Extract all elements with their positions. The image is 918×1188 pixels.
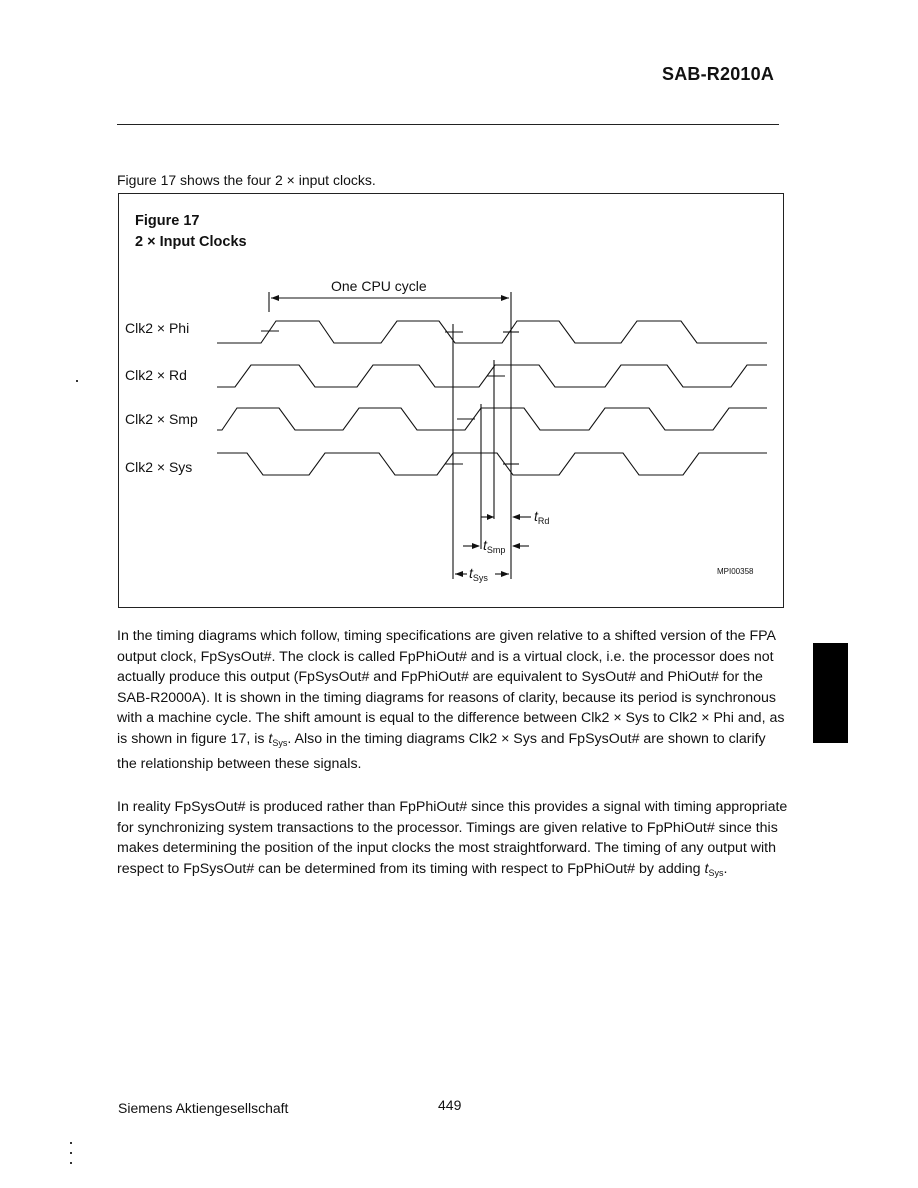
section-tab-marker bbox=[813, 643, 848, 743]
tsys-label: $t_{Sys}$ bbox=[469, 565, 488, 583]
intro-text: Figure 17 shows the four 2 × input clocks. bbox=[117, 172, 376, 188]
figure-label: Figure 17 bbox=[135, 213, 200, 229]
paragraph-2: In reality FpSysOut# is produced rather than FpPhiOut# since this provides a signal with timing appropriate for synchronizing system transactions to the processor. Timings are given relative to FpPhiOut# since this makes determining the position of the input clocks the most straightforward. The timing of any output with respect to FpSysOut# can be determined from its timing with respect to FpPhiOut# by adding $t_{Sys}$. bbox=[117, 799, 788, 878]
page-number: 449 bbox=[438, 1097, 462, 1113]
header-title: SAB-R2010A bbox=[662, 64, 775, 84]
signal-label-rd: Clk2 × Rd bbox=[125, 367, 187, 383]
trd-arrow-b bbox=[512, 514, 520, 520]
signal-label-sys: Clk2 × Sys bbox=[125, 459, 193, 475]
trd-arrow-a bbox=[487, 514, 494, 520]
tsys-arrow-right bbox=[501, 571, 509, 577]
waveform-clk2-phi bbox=[217, 321, 767, 343]
header-rule bbox=[117, 124, 779, 125]
footer-company: Siemens Aktiengesellschaft bbox=[118, 1100, 289, 1116]
timing-diagram bbox=[119, 194, 785, 609]
cycle-arrow-right bbox=[501, 295, 509, 301]
tsmp-label: $t_{Smp}$ bbox=[483, 537, 506, 555]
signal-label-smp: Clk2 × Smp bbox=[125, 411, 198, 427]
tsmp-arrow-left bbox=[472, 543, 480, 549]
scan-dot bbox=[70, 1162, 72, 1164]
tsmp-arrow-right bbox=[512, 543, 520, 549]
scan-dot bbox=[70, 1142, 72, 1144]
waveform-clk2-smp bbox=[217, 408, 767, 430]
figure-17 bbox=[118, 193, 784, 608]
figure-title: 2 × Input Clocks bbox=[135, 234, 247, 250]
paragraph-1: In the timing diagrams which follow, timing specifications are given relative to a shifted version of the FPA output clock, FpSysOut#. The clock is called FpPhiOut# and is a virtual clock, i.e. the processor does not actually produce this output (FpSysOut# and FpPhiOut# are equivalent to SysOut# and PhiOut# for the SAB-R2000A). It is shown in the timing diagrams for reasons of clarity, because its period is synchronous with a machine cycle. The shift amount is equal to the difference between Clk2 × Sys to Clk2 × Phi and, as is shown in figure 17, is $t_{Sys}$. Also in the timing diagrams Clk2 × Sys and FpSysOut# are shown to clarify the relationship between these signals. bbox=[117, 628, 785, 772]
waveform-clk2-sys bbox=[217, 453, 767, 475]
scan-dot bbox=[76, 380, 78, 382]
trd-label: $t_{Rd}$ bbox=[534, 508, 550, 526]
scan-dot bbox=[70, 1152, 72, 1154]
cycle-arrow-left bbox=[271, 295, 279, 301]
signal-label-phi: Clk2 × Phi bbox=[125, 320, 190, 336]
figure-code: MPI00358 bbox=[717, 567, 754, 576]
cycle-label: One CPU cycle bbox=[331, 278, 427, 294]
